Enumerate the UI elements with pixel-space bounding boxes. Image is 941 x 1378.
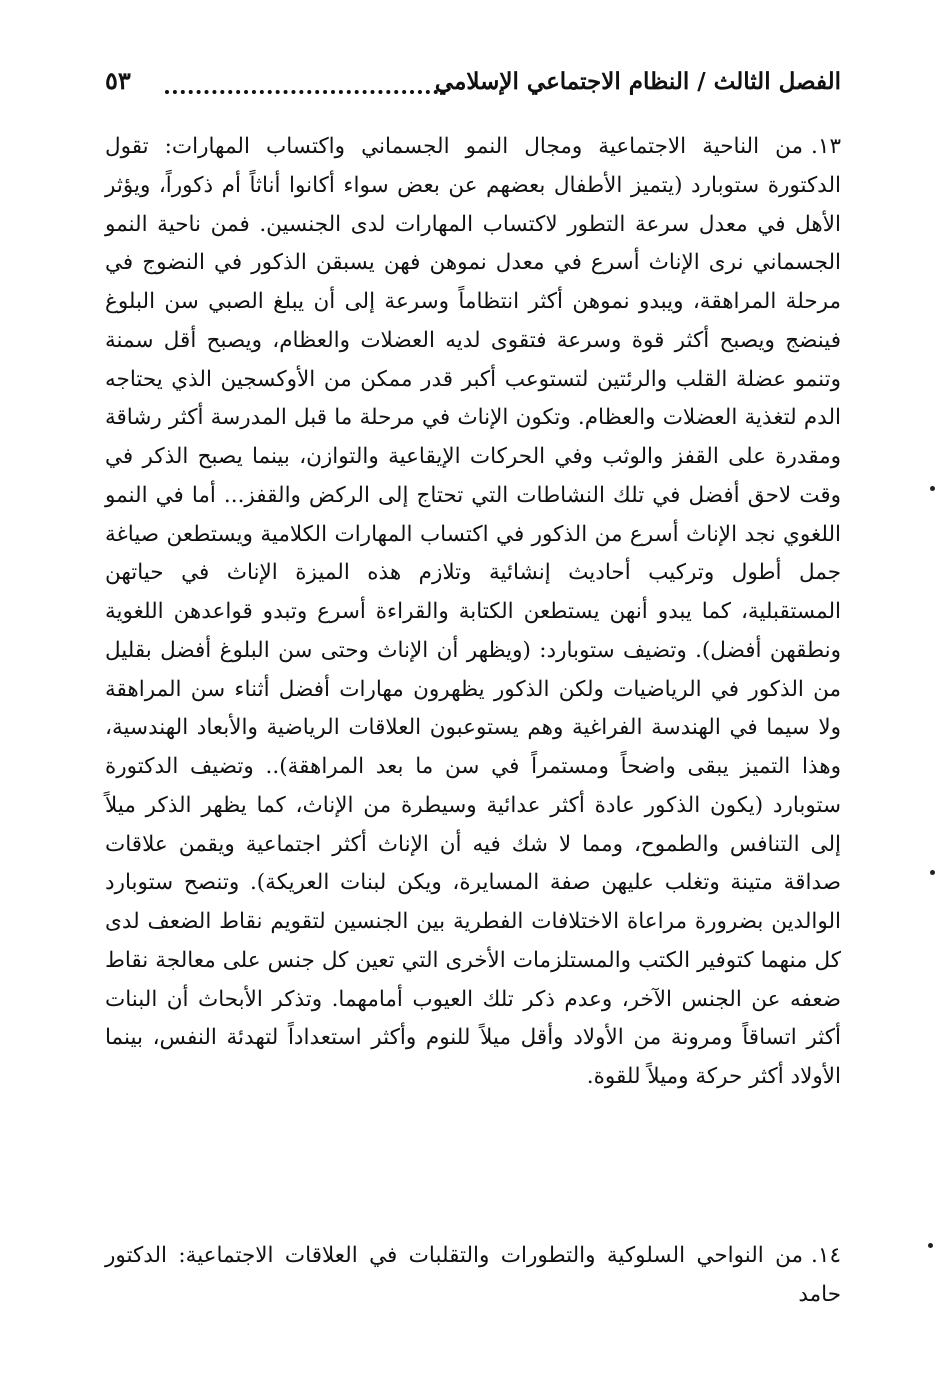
running-title: الفصل الثالث / النظام الاجتماعي الإسلامي: [434, 68, 841, 95]
item-number: ١٤.: [811, 1243, 841, 1268]
margin-speck: [928, 1243, 933, 1248]
item-text: من الناحية الاجتماعية ومجال النمو الجسماني واكتساب المهارات: تقول الدكتورة ستوبارد (يتميز الأطفال بعضهم عن بعض سواء أكانوا أناثاً أم ذكوراً، ويؤثر الأهل في معدل سرعة التطور لاكتساب المهارات لدى الجنسين. فمن ناحية النمو الجسماني نرى الإناث أسرع في معدل نموهن فهن يسبقن الذكور في النضوج في مرحلة المراهقة، ويبدو نموهن أكثر انتظاماً وسرعة إلى أن يبلغ الصبي سن البلوغ فينضج ويصبح أكثر قوة وسرعة فتقوى لديه العضلات والعظام، ويصبح أقل سمنة وتنمو عضلة القلب والرئتين لتستوعب أكبر قدر ممكن من الأوكسجين الذي يحتاجه الدم لتغذية العضلات والعظام. وتكون الإناث في مرحلة ما قبل المدرسة أكثر رشاقة ومقدرة على القفز والوثب وفي الحركات الإيقاعية والتوازن، بينما يصبح الذكر في وقت لاحق أفضل في تلك النشاطات التي تحتاج إلى الركض والقفز... أما في النمو اللغوي نجد الإناث أسرع من الذكور في اكتساب المهارات الكلامية ويستطعن صياغة جمل أطول وتركيب أحاديث إنشائية وتلازم هذه الميزة الإناث في حياتهن المستقبلية، كما يبدو أنهن يستطعن الكتابة والقراءة أسرع وتبدو قواعدهن اللغوية ونطقهن أفضل). وتضيف ستوبارد: (ويظهر أن الإناث وحتى سن البلوغ أفضل بقليل من الذكور في الرياضيات ولكن الذكور يظهرون مهارات أفضل أثناء سن المراهقة ولا سيما في الهندسة الفراغية وهم يستوعبون العلاقات الرياضية والأبعاد الهندسية، وهذا التميز يبقى واضحاً ومستمراً في سن ما بعد المراهقة).. وتضيف الدكتورة ستوبارد (يكون الذكور عادة أكثر عدائية وسيطرة من الإناث، كما يظهر الذكر ميلاً إلى التنافس والطموح، ومما لا شك فيه أن الإناث أكثر اجتماعية ويقمن علاقات صداقة متينة وتغلب عليهن صفة المسايرة، ويكن لبنات العريكة). وتنصح ستوبارد الوالدين بضرورة مراعاة الاختلافات الفطرية بين الجنسين لتقويم نقاط الضعف لدى كل منهما كتوفير الكتب والمستلزمات الأخرى التي تعين كل جنس على معالجة نقاط ضعفه عن الجنس الآخر، وعدم ذكر تلك العيوب أمامهما. وتذكر الأبحاث أن البنات أكثر اتساقاً ومرونة من الأولاد وأقل ميلاً للنوم وأكثر استعداداً لتهدئة النفس، بينما الأولاد أكثر حركة وميلاً للقوة.: [105, 134, 841, 1089]
running-header: [105, 62, 841, 106]
item-text: من النواحي السلوكية والتطورات والتقلبات في العلاقات الاجتماعية: الدكتور حامد: [105, 1243, 841, 1307]
margin-speck: [930, 486, 935, 491]
paragraph-item-14: [105, 1237, 841, 1315]
paragraph-item-13: [105, 128, 841, 1097]
item-number: ١٣.: [811, 134, 841, 159]
page-number: ٥٣: [105, 66, 131, 95]
margin-speck: [930, 870, 935, 875]
dotted-leader: [165, 90, 446, 94]
